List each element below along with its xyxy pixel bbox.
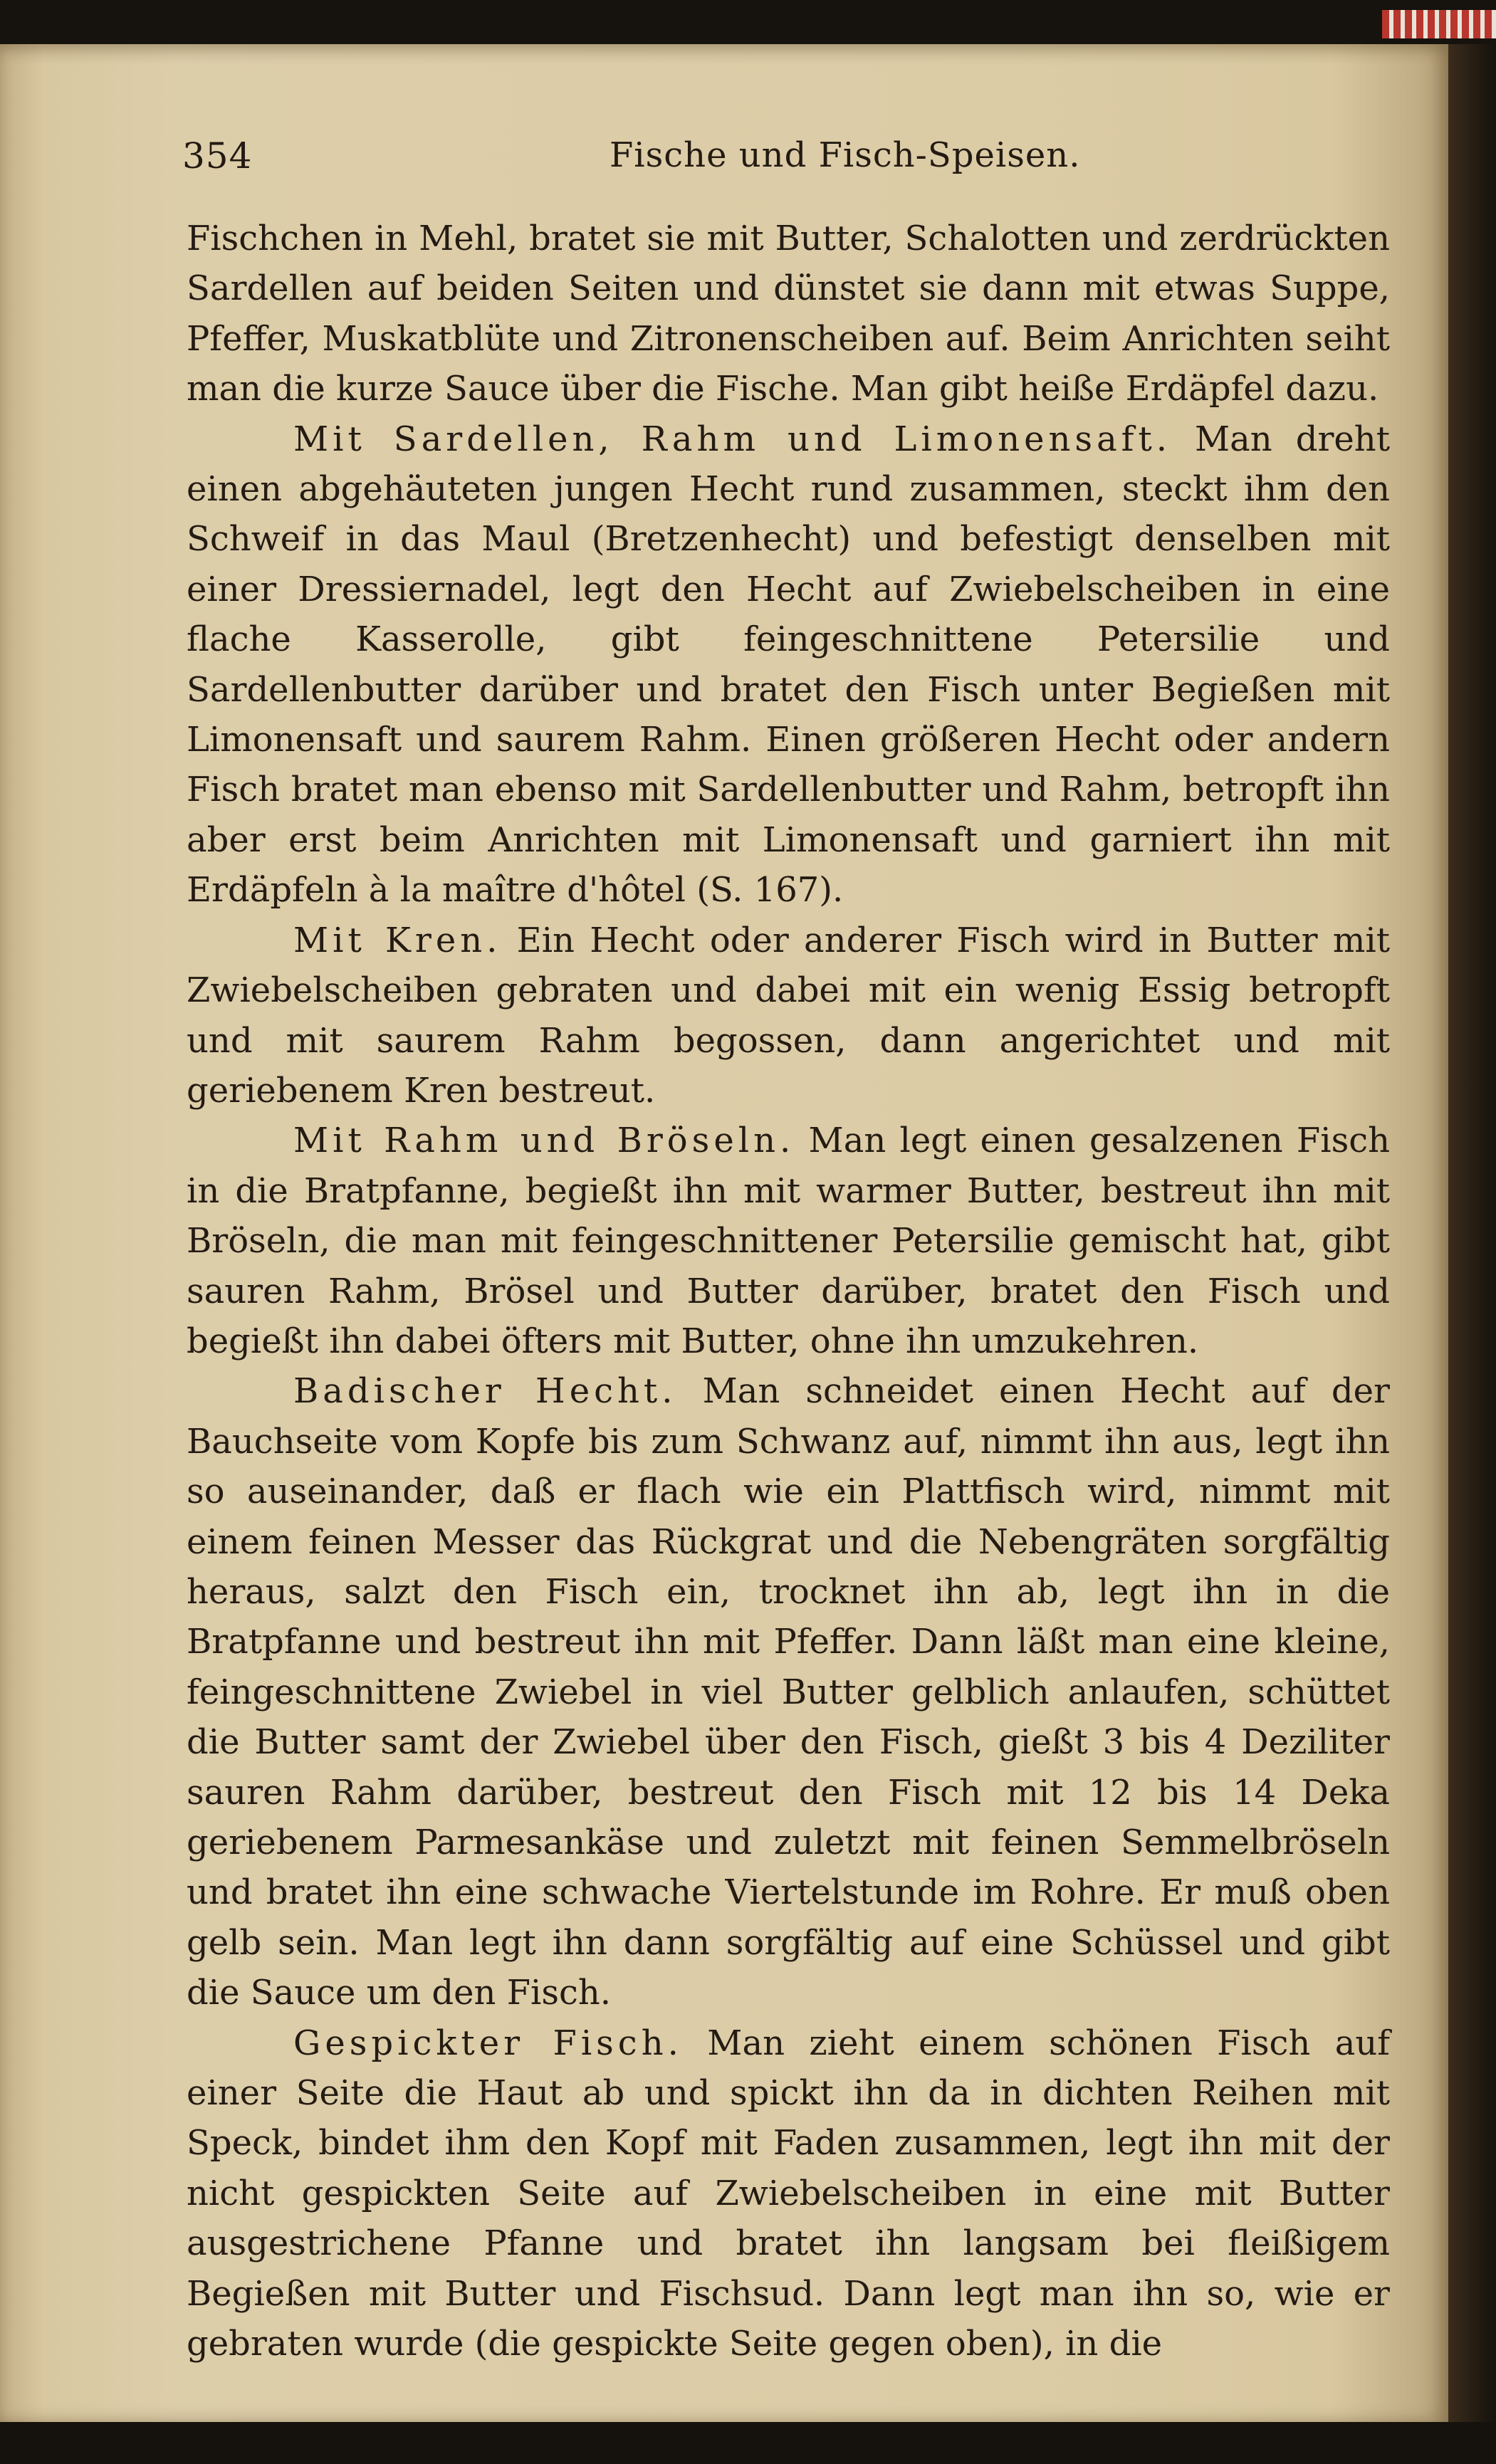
paragraph-continuation (187, 214, 1390, 414)
scan-background-top (0, 0, 1496, 44)
bookmark-ribbon (1382, 10, 1496, 38)
text-body (187, 214, 1390, 2369)
page-number: 354 (182, 135, 253, 177)
page-gutter-edge (1448, 44, 1496, 2422)
running-head: Fische und Fisch-Speisen. (610, 135, 1081, 175)
recipe-gespickter-fisch (187, 2018, 1390, 2369)
recipe-title: Gespickter Fisch. (293, 2023, 683, 2063)
scan-background-bottom (0, 2422, 1496, 2464)
page-header (182, 135, 1393, 185)
paragraph-text: Man legt einen gesalzenen Fisch in die Bratpfanne, begießt ihn mit warmer Butter, bestreut ihn mit Bröseln, die man mit feingeschnittener Petersilie gemischt hat, gibt sauren Rahm, Brösel und Butter darüber, bratet den Fisch und begießt ihn dabei öfters mit Butter, ohne ihn umzukehren. (187, 1121, 1390, 1361)
paragraph-text: Man zieht einem schönen Fisch auf einer Seite die Haut ab und spickt ihn da in dichten Reihen mit Speck, bindet ihm den Kopf mit Faden zusammen, legt ihn mit der nicht gespickten Seite auf Zwiebelscheiben in eine mit Butter ausgestrichene Pfanne und bratet ihn langsam bei fleißigem Begießen mit Butter und Fischsud. Dann legt man ihn so, wie er gebraten wurde (die gespickte Seite gegen oben), in die (187, 2023, 1390, 2364)
paragraph-text: Man dreht einen abgehäuteten jungen Hecht rund zusammen, steckt ihm den Schweif in das Maul (Bretzenhecht) und befestigt denselben mit einer Dressiernadel, legt den Hecht auf Zwiebelscheiben in eine flache Kasserolle, gibt feingeschnittene Petersilie und Sardellenbutter darüber und bratet den Fisch unter Begießen mit Limonensaft und saurem Rahm. Einen größeren Hecht oder andern Fisch bratet man ebenso mit Sardellenbutter und Rahm, betropft ihn aber erst beim Anrichten mit Limonensaft und garniert ihn mit Erdäpfeln à la maître d'hôtel (S. 167). (187, 419, 1390, 911)
recipe-rahm-broeseln (187, 1116, 1390, 1366)
paragraph-text: Man schneidet einen Hecht auf der Bauchseite vom Kopfe bis zum Schwanz auf, nimmt ihn aus, legt ihn so auseinander, daß er flach wie ein Plattfisch wird, nimmt mit einem feinen Messer das Rückgrat und die Nebengräten sorgfältig heraus, salzt den Fisch ein, trocknet ihn ab, legt ihn in die Bratpfanne und bestreut ihn mit Pfeffer. Dann läßt man eine kleine, feingeschnittene Zwiebel in viel Butter gelblich anlaufen, schüttet die Butter samt der Zwiebel über den Fisch, gießt 3 bis 4 Deziliter sauren Rahm darüber, bestreut den Fisch mit 12 bis 14 Deka geriebenem Parmesankäse und zuletzt mit feinen Semmelbröseln und bratet ihn eine schwache Viertelstunde im Rohre. Er muß oben gelb sein. Man legt ihn dann sorgfältig auf eine Schüssel und gibt die Sauce um den Fisch. (187, 1371, 1390, 2013)
paragraph-text: Ein Hecht oder anderer Fisch wird in Butter mit Zwiebelscheiben gebraten und dabei mit ein wenig Essig betropft und mit saurem Rahm begossen, dann angerichtet und mit geriebenem Kren bestreut. (187, 920, 1390, 1111)
paragraph-text: Fischchen in Mehl, bratet sie mit Butter, Schalotten und zerdrückten Sardellen auf beiden Seiten und dünstet sie dann mit etwas Suppe, Pfeffer, Muskatblüte und Zitronenscheiben auf. Beim Anrichten seiht man die kurze Sauce über die Fische. Man gibt heiße Erdäpfel dazu. (187, 219, 1390, 409)
recipe-badischer-hecht (187, 1366, 1390, 2018)
recipe-sardellen-rahm-limonensaft (187, 414, 1390, 916)
recipe-title: Badischer Hecht. (293, 1371, 677, 1412)
recipe-title: Mit Sardellen, Rahm und Limonensaft. (293, 419, 1171, 459)
recipe-kren (187, 916, 1390, 1116)
recipe-title: Mit Rahm und Bröseln. (293, 1121, 795, 1161)
recipe-title: Mit Kren. (293, 920, 502, 960)
